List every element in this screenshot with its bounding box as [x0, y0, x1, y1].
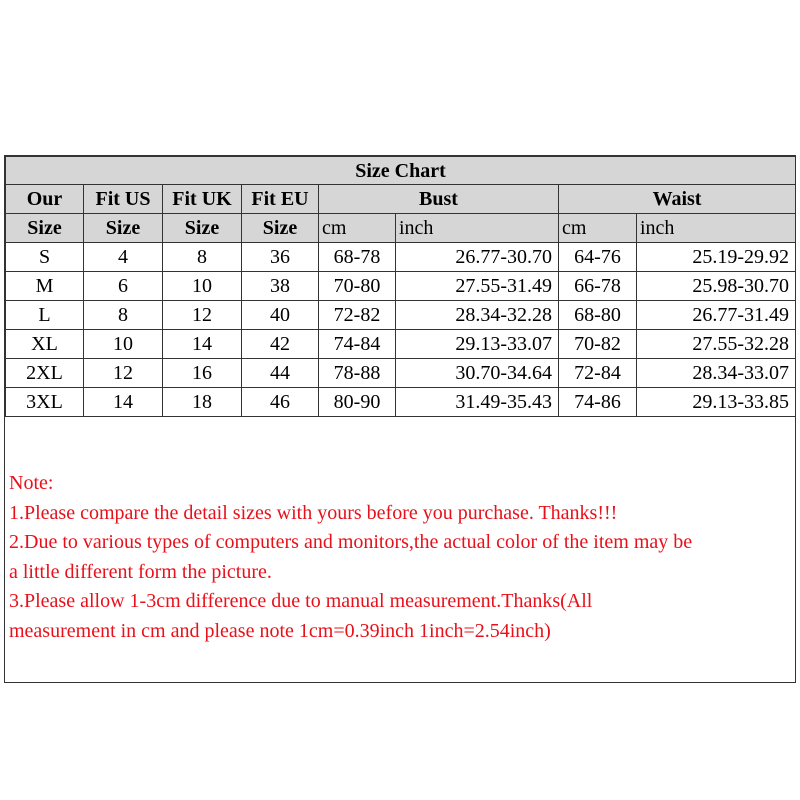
header-our-size-line1: Our	[6, 185, 84, 214]
note-line: a little different form the picture.	[9, 560, 272, 583]
cell-waist-inch: 25.98-30.70	[637, 272, 796, 301]
note-line: 3.Please allow 1-3cm difference due to manual measurement.Thanks(All	[9, 590, 593, 612]
cell-bust-inch: 31.49-35.43	[396, 388, 559, 417]
table-row	[6, 330, 796, 359]
cell-fit-uk: 14	[163, 330, 242, 359]
cell-fit-eu: 38	[242, 272, 319, 301]
cell-waist-inch: 25.19-29.92	[637, 243, 796, 272]
cell-fit-us: 10	[84, 330, 163, 359]
cell-bust-cm: 78-88	[319, 359, 396, 388]
cell-waist-cm: 70-82	[559, 330, 637, 359]
header-waist-inch: inch	[637, 214, 796, 243]
cell-fit-us: 6	[84, 272, 163, 301]
cell-waist-cm: 64-76	[559, 243, 637, 272]
cell-waist-inch: 27.55-32.28	[637, 330, 796, 359]
cell-waist-cm: 72-84	[559, 359, 637, 388]
header-our-size-line2: Size	[6, 214, 84, 243]
table-row	[6, 301, 796, 330]
cell-bust-cm: 80-90	[319, 388, 396, 417]
cell-waist-cm: 74-86	[559, 388, 637, 417]
size-chart-table	[5, 156, 796, 417]
cell-fit-us: 8	[84, 301, 163, 330]
cell-our-size: L	[6, 301, 84, 330]
header-fit-eu-line2: Size	[242, 214, 319, 243]
table-row	[6, 359, 796, 388]
cell-fit-eu: 40	[242, 301, 319, 330]
cell-bust-inch: 27.55-31.49	[396, 272, 559, 301]
table-row	[6, 243, 796, 272]
note-line: 1.Please compare the detail sizes with yours before you purchase. Thanks!!!	[9, 501, 618, 524]
cell-our-size: 3XL	[6, 388, 84, 417]
cell-fit-us: 12	[84, 359, 163, 388]
cell-our-size: 2XL	[6, 359, 84, 388]
header-fit-uk-line1: Fit UK	[163, 185, 242, 214]
cell-our-size: XL	[6, 330, 84, 359]
cell-waist-cm: 66-78	[559, 272, 637, 301]
table-title: Size Chart	[6, 157, 796, 185]
header-waist-cm: cm	[559, 214, 637, 243]
header-waist: Waist	[559, 185, 796, 214]
note-line: 2.Due to various types of computers and monitors,the actual color of the item may be	[9, 531, 693, 553]
cell-fit-uk: 10	[163, 272, 242, 301]
cell-waist-inch: 29.13-33.85	[637, 388, 796, 417]
header-bust: Bust	[319, 185, 559, 214]
cell-waist-inch: 28.34-33.07	[637, 359, 796, 388]
cell-fit-us: 4	[84, 243, 163, 272]
header-fit-us-line2: Size	[84, 214, 163, 243]
header-bust-inch: inch	[396, 214, 559, 243]
cell-fit-us: 14	[84, 388, 163, 417]
cell-bust-inch: 28.34-32.28	[396, 301, 559, 330]
table-row	[6, 388, 796, 417]
cell-bust-inch: 30.70-34.64	[396, 359, 559, 388]
cell-bust-cm: 68-78	[319, 243, 396, 272]
cell-fit-eu: 44	[242, 359, 319, 388]
cell-fit-eu: 36	[242, 243, 319, 272]
cell-our-size: S	[6, 243, 84, 272]
cell-fit-uk: 16	[163, 359, 242, 388]
header-fit-us-line1: Fit US	[84, 185, 163, 214]
cell-fit-uk: 18	[163, 388, 242, 417]
cell-bust-cm: 74-84	[319, 330, 396, 359]
size-chart-frame	[4, 155, 796, 683]
cell-our-size: M	[6, 272, 84, 301]
cell-bust-cm: 72-82	[319, 301, 396, 330]
header-fit-eu-line1: Fit EU	[242, 185, 319, 214]
table-row	[6, 272, 796, 301]
cell-waist-cm: 68-80	[559, 301, 637, 330]
cell-fit-uk: 12	[163, 301, 242, 330]
header-fit-uk-line2: Size	[163, 214, 242, 243]
cell-fit-uk: 8	[163, 243, 242, 272]
cell-bust-inch: 26.77-30.70	[396, 243, 559, 272]
cell-fit-eu: 46	[242, 388, 319, 417]
notes-heading: Note:	[9, 472, 54, 494]
cell-bust-cm: 70-80	[319, 272, 396, 301]
cell-fit-eu: 42	[242, 330, 319, 359]
notes-block	[9, 469, 793, 646]
header-bust-cm: cm	[319, 214, 396, 243]
note-line: measurement in cm and please note 1cm=0.39inch 1inch=2.54inch)	[9, 619, 551, 642]
cell-bust-inch: 29.13-33.07	[396, 330, 559, 359]
cell-waist-inch: 26.77-31.49	[637, 301, 796, 330]
